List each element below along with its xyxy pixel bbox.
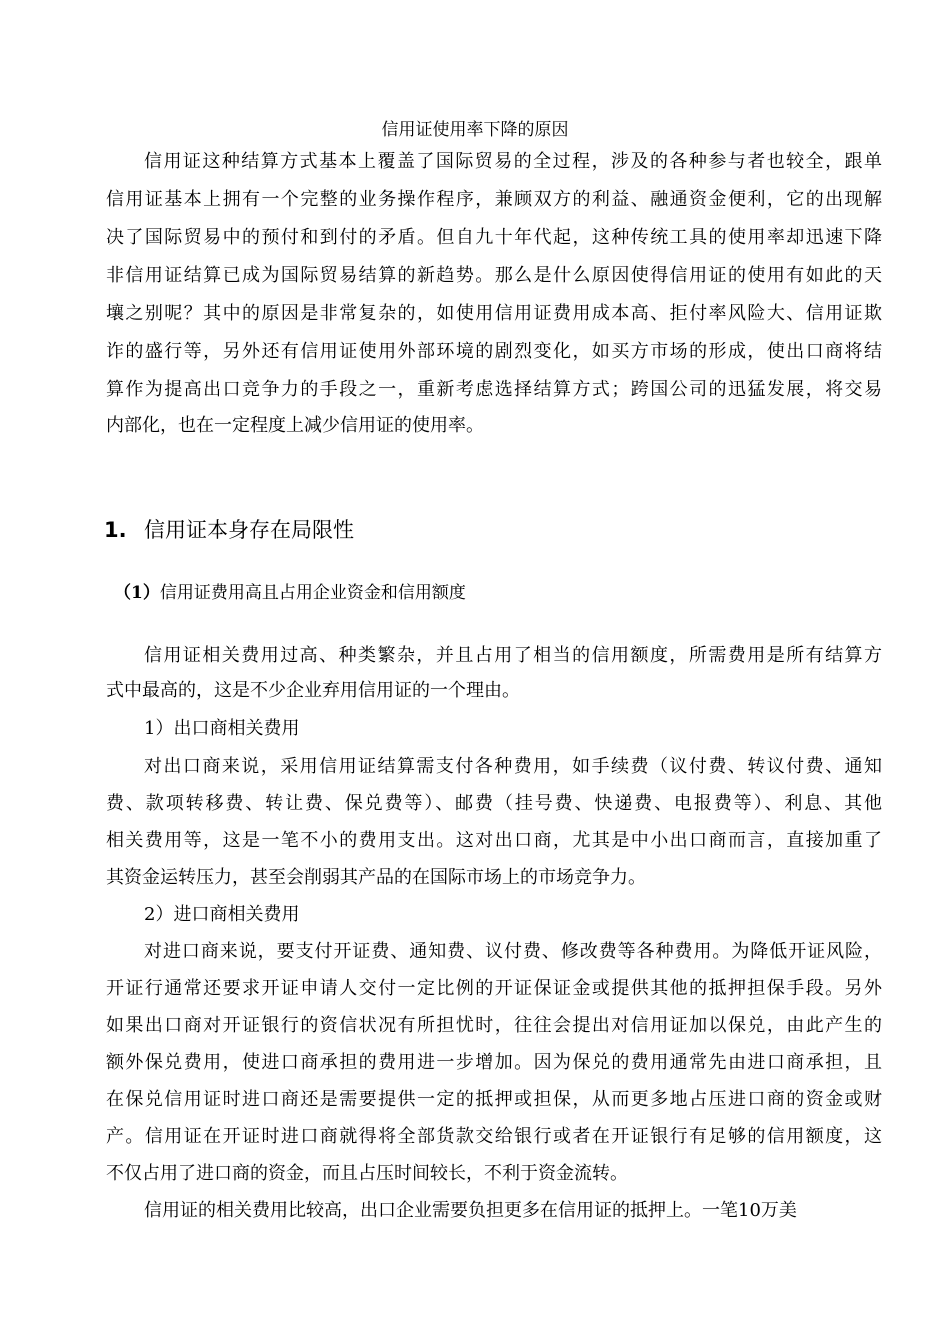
- intro-line: 内部化，也在一定程度上减少信用证的使用率。: [106, 415, 484, 436]
- document-title: 信用证使用率下降的原因: [381, 120, 569, 140]
- subsection-title: 信用证费用高且占用企业资金和信用额度: [159, 583, 466, 603]
- intro-line: 非信用证结算已成为国际贸易结算的新趋势。那么是什么原因使得信用证的使用有如此的天: [106, 265, 882, 286]
- intro-line: 算作为提高出口竞争力的手段之一，重新考虑选择结算方式；跨国公司的迅猛发展，将交易: [106, 379, 882, 400]
- importer-line: 在保兑信用证时进口商还是需要提供一定的抵押或担保，从而更多地占压进口商的资金或财: [106, 1089, 882, 1110]
- fees-line: 式中最高的，这是不少企业弃用信用证的一个理由。: [106, 680, 520, 701]
- importer-line: 不仅占用了进口商的资金，而且占压时间较长，不利于资金流转。: [106, 1163, 628, 1184]
- list-item-exporter: 1）出口商相关费用: [144, 718, 300, 739]
- intro-line: 壤之别呢？其中的原因是非常复杂的，如使用信用证费用成本高、拒付率风险大、信用证欺: [106, 303, 882, 324]
- exporter-line: 对出口商来说，采用信用证结算需支付各种费用，如手续费（议付费、转议付费、通知: [144, 756, 882, 777]
- closing-line: 信用证的相关费用比较高，出口企业需要负担更多在信用证的抵押上。一笔10万美: [144, 1200, 797, 1221]
- section-title: 信用证本身存在局限性: [144, 518, 354, 542]
- subsection-heading: [114, 578, 466, 608]
- exporter-line: 相关费用等，这是一笔不小的费用支出。这对出口商，尤其是中小出口商而言，直接加重了: [106, 830, 882, 851]
- subsection-number: （1）: [114, 583, 160, 603]
- importer-line: 额外保兑费用，使进口商承担的费用进一步增加。因为保兑的费用通常先由进口商承担，且: [106, 1052, 882, 1073]
- importer-line: 如果出口商对开证银行的资信状况有所担忧时，往往会提出对信用证加以保兑，由此产生的: [106, 1015, 882, 1036]
- importer-line: 开证行通常还要求开证申请人交付一定比例的开证保证金或提供其他的抵押担保手段。另外: [106, 978, 882, 999]
- importer-line: 对进口商来说，要支付开证费、通知费、议付费、修改费等各种费用。为降低开证风险，: [144, 941, 882, 962]
- intro-line: 诈的盛行等，另外还有信用证使用外部环境的剧烈变化，如买方市场的形成，使出口商将结: [106, 341, 882, 362]
- exporter-line: 费、款项转移费、转让费、保兑费等）、邮费（挂号费、快递费、电报费等）、利息、其他: [106, 793, 882, 814]
- intro-line: 信用证基本上拥有一个完整的业务操作程序，兼顾双方的利益、融通资金便利，它的出现解: [106, 189, 882, 210]
- section-number: 1.: [104, 518, 127, 542]
- section-heading: [104, 512, 354, 548]
- importer-line: 产。信用证在开证时进口商就得将全部货款交给银行或者在开证银行有足够的信用额度，这: [106, 1126, 882, 1147]
- intro-line: 决了国际贸易中的预付和到付的矛盾。但自九十年代起，这种传统工具的使用率却迅速下降: [106, 227, 882, 248]
- intro-line: 信用证这种结算方式基本上覆盖了国际贸易的全过程，涉及的各种参与者也较全，跟单: [144, 151, 882, 172]
- fees-line: 信用证相关费用过高、种类繁杂，并且占用了相当的信用额度，所需费用是所有结算方: [144, 645, 882, 666]
- list-item-importer: 2）进口商相关费用: [144, 904, 300, 925]
- exporter-line: 其资金运转压力，甚至会削弱其产品的在国际市场上的市场竞争力。: [106, 867, 646, 888]
